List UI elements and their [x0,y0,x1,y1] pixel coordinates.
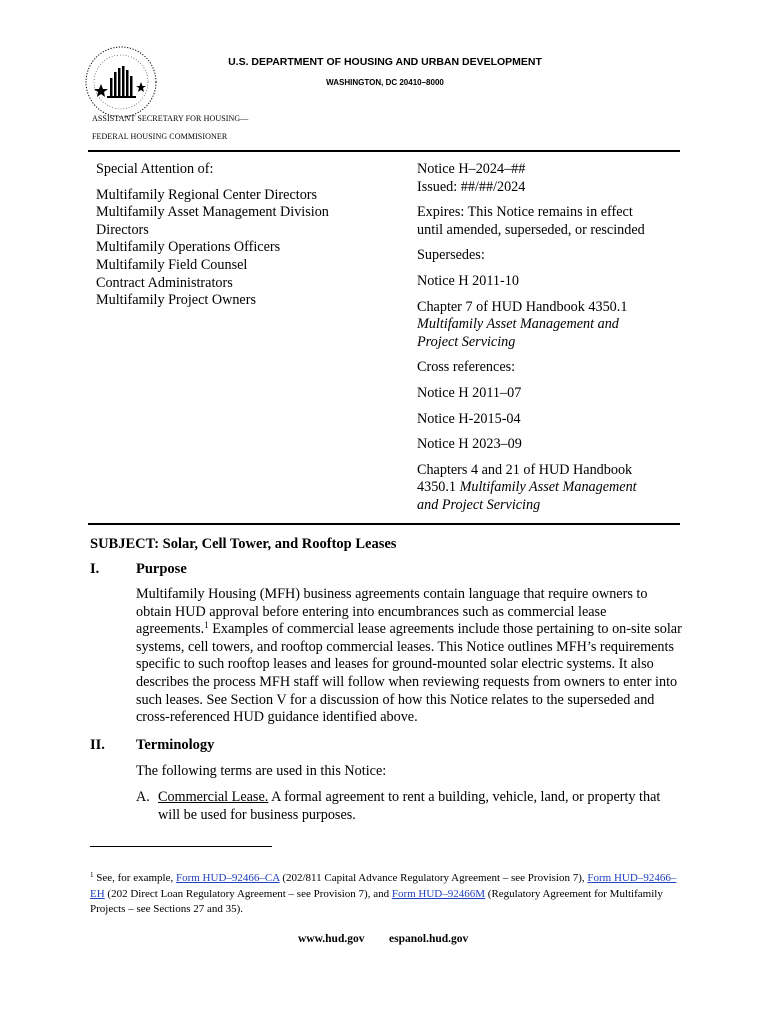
footnote-divider [90,846,272,847]
term-marker: A. [136,789,150,805]
subject-divider [88,523,680,525]
purpose-paragraph [136,586,682,727]
cross-references-label: Cross references: [417,359,516,376]
recipient: Multifamily Regional Center Directors [96,186,318,203]
office-title-line1: ASSISTANT SECRETARY FOR HOUSING— [92,114,249,123]
footnote-text: (202/811 Capital Advance Regulatory Agreement – see Provision 7), [279,872,588,884]
recipient: Contract Administrators [96,274,233,291]
purpose-text-cont: Examples of commercial lease agreements include those pertaining to on-site solar systems, cell towers, and rooftop commercial leases. This Notice outlines MFH’s requirements specific to such rooftop leases and leases for ground-mounted solar electric systems. It also describes the process MFH staff will follow when reviewing requests from owners to enter into such leases. See Section V for a discussion of how this Notice relates to the superseded and cross-referenced HUD guidance identified above. [136,621,682,726]
agency-name: U.S. DEPARTMENT OF HOUSING AND URBAN DEVELOPMENT [228,56,542,68]
form-link-eh[interactable]: Form HUD–92466–EH [90,872,677,900]
footer-website[interactable]: www.hud.gov [298,933,365,945]
footnote-number: 1 [90,871,94,879]
term-name: Commercial Lease. [158,789,269,805]
notice-issued: Issued: ##/##/2024 [417,178,526,195]
terminology-intro: The following terms are used in this Notice: [136,763,387,779]
handbook-title: Multifamily Asset Management and [417,316,619,333]
footnote-text: See, for example, [93,872,176,884]
footnote-ref[interactable]: 1 [204,620,209,631]
cross-reference-item: Notice H 2011‒07 [417,384,522,401]
handbook-title-cont: and Project Servicing [417,496,541,513]
office-title-line2: FEDERAL HOUSING COMMISIONER [92,132,228,141]
supersedes-item: Notice H 2011-10 [417,272,519,289]
notice-expires: Expires: This Notice remains in effect [417,204,633,221]
recipient: Multifamily Asset Management Division [96,204,329,221]
purpose-text: Multifamily Housing (MFH) business agreements contain language that require owners to obtain HUD approval before entering into encumbrances such as commercial lease agreements. [136,586,648,638]
attention-block [96,161,396,310]
footnote [90,871,680,918]
attention-heading: Special Attention of: [96,161,214,177]
section-title-purpose: Purpose [136,561,187,577]
recipient: Directors [96,221,149,238]
handbook-title: Multifamily Asset Management [459,479,637,496]
term-text: A formal agreement to rent a building, vehicle, land, or property that will be used for business purposes. [158,789,661,823]
notice-expires-cont: until amended, superseded, or rescinded [417,221,645,238]
form-link-ca[interactable]: Form HUD–92466–CA [175,872,280,884]
section-number: I. [90,561,100,577]
supersedes-item: Chapter 7 of HUD Handbook 4350.1 [417,298,628,315]
footnote-text: (Regulatory Agreement for Multifamily Projects – see Sections 27 and 35). [90,887,663,915]
footer-website-spanish[interactable]: espanol.hud.gov [389,933,469,945]
cross-reference-item-cont: 4350.1 [417,479,460,496]
agency-address: WASHINGTON, DC 20410–8000 [326,78,444,87]
subject-line: SUBJECT: Solar, Cell Tower, and Rooftop Leases [90,536,397,552]
header-divider [88,150,680,152]
recipient: Multifamily Operations Officers [96,239,281,256]
cross-reference-item: Notice H 2023–09 [417,436,522,453]
cross-reference-item: Notice H-2015-04 [417,410,521,427]
cross-reference-item: Chapters 4 and 21 of HUD Handbook [417,461,633,478]
notice-number: Notice H–2024–## [417,161,526,177]
notice-block [417,161,679,515]
recipient: Multifamily Project Owners [96,292,256,309]
form-link-m[interactable]: Form HUD–92466M [391,887,486,900]
section-title-terminology: Terminology [136,737,215,753]
section-number: II. [90,737,105,753]
supersedes-label: Supersedes: [417,247,485,264]
term-definition [158,789,673,824]
recipient: Multifamily Field Counsel [96,256,248,273]
handbook-title-cont: Project Servicing [417,333,516,350]
footnote-text: (202 Direct Loan Regulatory Agreement – see Provision 7), and [104,887,392,900]
